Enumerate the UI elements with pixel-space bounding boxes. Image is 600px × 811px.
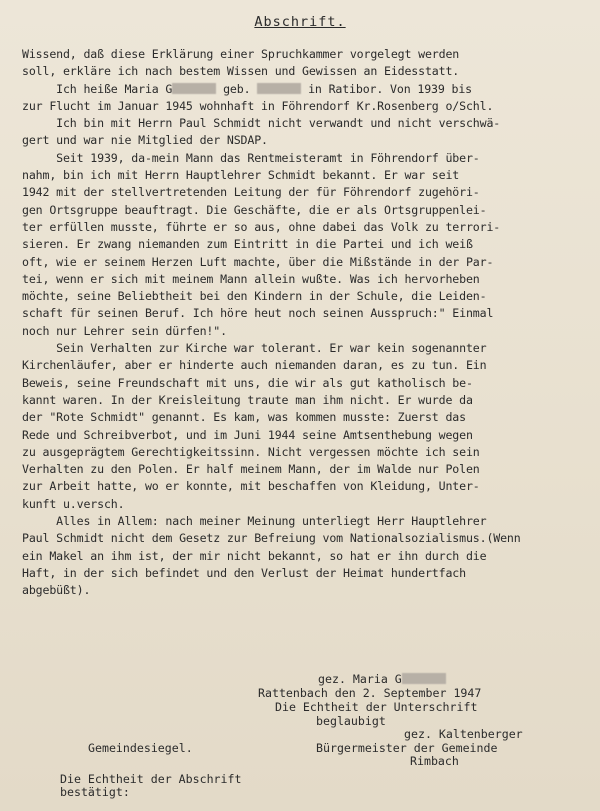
body-line: oft, wie er seinem Herzen Luft machte, über die Mißstände in der Par- xyxy=(22,254,494,269)
signature-gez xyxy=(318,672,446,686)
body-line: sieren. Er zwang niemanden zum Eintritt in die Partei und ich weiß xyxy=(22,237,473,252)
body-line: gen Ortsgruppe beauftragt. Die Geschäfte, die er als Ortsgruppenlei- xyxy=(22,202,487,217)
body-line: 1942 mit der stellvertretenden Leitung der für Föhrendorf zugehöri- xyxy=(22,185,480,200)
body-line: zu ausgeprägtem Gerechtigkeitssinn. Nicht vergessen möchte ich sein xyxy=(22,444,480,459)
municipal-seal-label: Gemeindesiegel. xyxy=(88,741,193,755)
redaction-mark xyxy=(402,673,446,684)
body-line: zur Flucht im Januar 1945 wohnhaft in Föhrendorf Kr.Rosenberg o/Schl. xyxy=(22,98,494,113)
municipality-name: Rimbach xyxy=(410,754,459,768)
body-line: Ich bin mit Herrn Paul Schmidt nicht verwandt und nicht verschwä- xyxy=(22,116,501,131)
body-line: kannt waren. In der Kreisleitung traute man ihm nicht. Er wurde da xyxy=(22,392,473,407)
body-line: Seit 1939, da-mein Mann das Rentmeisteramt in Föhrendorf über- xyxy=(22,150,480,165)
body-line: schaft für seinen Beruf. Ich höre heut noch seinen Ausspruch:" Einmal xyxy=(22,306,494,321)
body-line: der "Rote Schmidt" genannt. Es kam, was kommen musste: Zuerst das xyxy=(22,410,466,425)
body-line: ein Makel an ihm ist, der mir nicht bekannt, so hat er ihn durch die xyxy=(22,548,487,563)
redaction-mark xyxy=(257,83,301,94)
body-line: soll, erkläre ich nach bestem Wissen und Gewissen an Eidesstatt. xyxy=(22,64,460,79)
body-line: Rede und Schreibverbot, und im Juni 1944 seine Amtsenthebung wegen xyxy=(22,427,473,442)
place-date: Rattenbach den 2. September 1947 xyxy=(258,686,482,700)
footer-line-2: bestätigt: xyxy=(60,785,130,799)
body-line: Kirchenläufer, aber er hinderte auch niemanden daran, es zu tun. Ein xyxy=(22,358,487,373)
body-line: ter erfüllen musste, führte er so aus, ohne dabei das Volk zu terrori- xyxy=(22,219,501,234)
body-line: Paul Schmidt nicht dem Gesetz zur Befreiung vom Nationalsozialismus.(Wenn xyxy=(22,531,521,546)
body-line: Sein Verhalten zur Kirche war tolerant. Er war kein sogenannter xyxy=(22,341,487,356)
body-line: gert und war nie Mitglied der NSDAP. xyxy=(22,133,268,148)
declaration-body xyxy=(22,46,587,600)
document-title: Abschrift. xyxy=(254,14,346,30)
body-line: möchte, seine Beliebtheit bei den Kindern in der Schule, die Leiden- xyxy=(22,289,487,304)
body-line: Wissend, daß diese Erklärung einer Spruchkammer vorgelegt werden xyxy=(22,47,460,61)
body-line: zur Arbeit hatte, wo er konnte, mit beschaffen von Kleidung, Unter- xyxy=(22,479,480,494)
footer-line-1: Die Echtheit der Abschrift xyxy=(60,772,242,786)
body-line: nahm, bin ich mit Herrn Hauptlehrer Schmidt bekannt. Er war seit xyxy=(22,168,460,183)
body-line: Beweis, seine Freundschaft mit uns, die wir als gut katholisch be- xyxy=(22,375,473,390)
body-line: Alles in Allem: nach meiner Meinung unterliegt Herr Hauptlehrer xyxy=(22,514,487,529)
mayor-signature: gez. Kaltenberger xyxy=(404,727,523,741)
footer-certification xyxy=(60,773,241,799)
signature-name: gez. Maria G xyxy=(318,672,402,686)
mayor-title: Bürgermeister der Gemeinde xyxy=(316,741,498,755)
certification-line-2: beglaubigt xyxy=(316,714,386,728)
certification-line-1: Die Echtheit der Unterschrift xyxy=(275,700,478,714)
body-line: noch nur Lehrer sein dürfen!". xyxy=(22,323,227,338)
body-line: Verhalten zu den Polen. Er half meinem Mann, der im Walde nur Polen xyxy=(22,462,480,477)
body-line: Ich heiße Maria G geb. in Ratibor. Von 1939 bis xyxy=(22,81,473,96)
body-line: tei, wenn er sich mit meinem Mann allein wußte. Was ich hervorheben xyxy=(22,271,480,286)
body-line: Haft, in der sich befindet und den Verlust der Heimat hundertfach xyxy=(22,565,466,580)
body-line: kunft u.versch. xyxy=(22,496,125,511)
body-line: abgebüßt). xyxy=(22,583,91,598)
redaction-mark xyxy=(172,83,216,94)
